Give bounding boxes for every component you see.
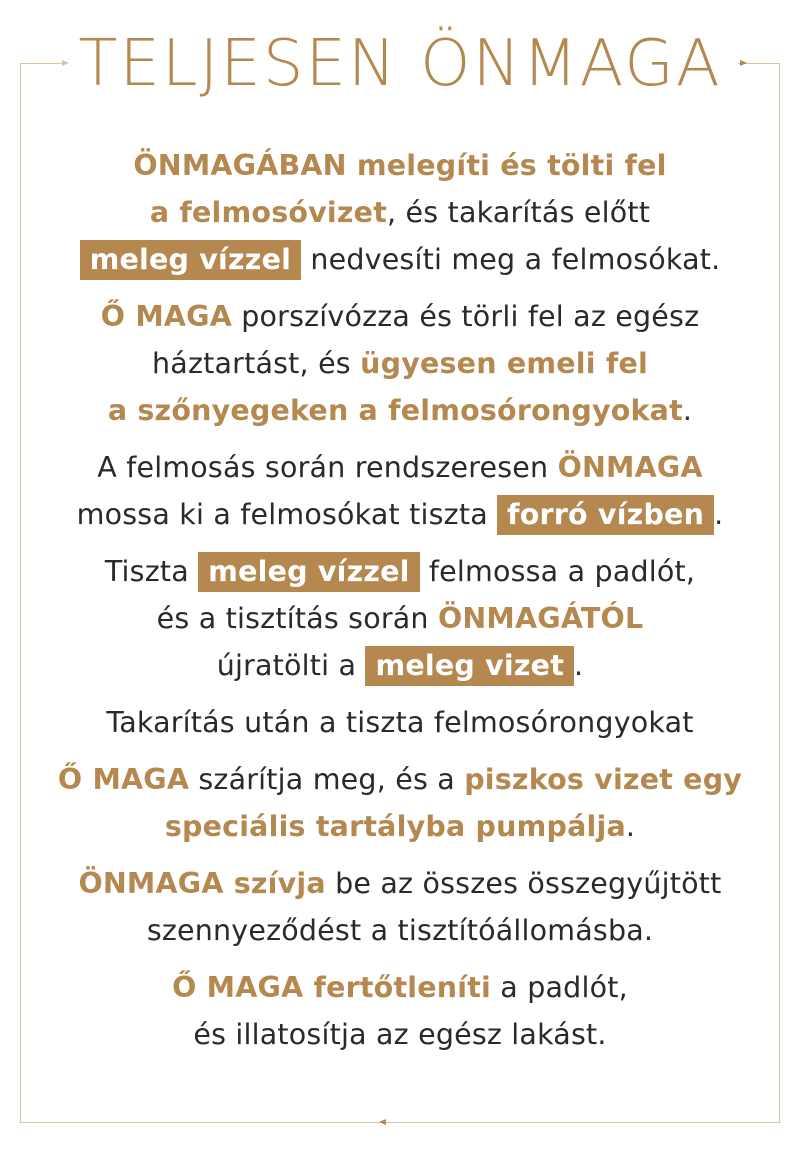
plain-text: nedvesíti meg a felmosókat. (301, 243, 721, 276)
text-line (40, 491, 760, 538)
feature-paragraph (40, 444, 760, 538)
frame-bottom (20, 1122, 780, 1123)
frame-left (20, 63, 21, 1123)
plain-text: szennyeződést a tisztítóállomásba. (146, 914, 654, 947)
plain-text: mossa ki a felmosókat tiszta (76, 498, 498, 531)
text-line (40, 803, 760, 850)
highlight-text: Ő MAGA (57, 763, 190, 796)
text-line (40, 236, 760, 283)
feature-paragraph (40, 860, 760, 954)
feature-paragraph (40, 964, 760, 1058)
highlight-text: ügyesen emeli fel (360, 347, 648, 380)
text-line (40, 699, 760, 746)
page-title: TELJESEN ÖNMAGA (78, 27, 722, 101)
text-line (40, 548, 760, 595)
text-line (40, 756, 760, 803)
plain-text: be az összes összegyűjtött (325, 867, 722, 900)
text-line (40, 642, 760, 689)
text-line (40, 340, 760, 387)
plain-text: háztartást, és (152, 347, 361, 380)
plain-text: . (682, 394, 693, 427)
text-line (40, 142, 760, 189)
text-line (40, 595, 760, 642)
plain-text: és a tisztítás során (156, 602, 438, 635)
plain-text: szárítja meg, és a (189, 763, 465, 796)
feature-paragraph (40, 699, 760, 746)
text-line (40, 444, 760, 491)
highlight-box: meleg vízzel (80, 240, 301, 280)
highlight-text: ÖNMAGA szívja (78, 867, 326, 900)
highlight-text: ÖNMAGÁTÓL (437, 602, 644, 635)
plain-text: Takarítás után a tiszta felmosórongyokat (106, 706, 694, 739)
feature-paragraph (40, 756, 760, 850)
plain-text: újratölti a (216, 649, 366, 682)
feature-paragraph (40, 293, 760, 434)
frame-arrow-bottom-icon (379, 1119, 386, 1125)
plain-text: a padlót, (491, 971, 628, 1004)
feature-paragraph (40, 548, 760, 689)
text-line (40, 189, 760, 236)
highlight-box: meleg vizet (365, 646, 574, 686)
plain-text: és illatosítja az egész lakást. (193, 1018, 607, 1051)
text-line (40, 860, 760, 907)
plain-text: felmossa a padlót, (419, 555, 696, 588)
plain-text: . (714, 498, 724, 531)
highlight-text: speciális tartályba pumpálja (164, 810, 626, 843)
highlight-text: a felmosóvizet (149, 196, 388, 229)
plain-text: , és takarítás előtt (387, 196, 651, 229)
plain-text: Tiszta (104, 555, 199, 588)
highlight-text: ÖNMAGA (557, 451, 703, 484)
highlight-text: Ő MAGA fertőtleníti (172, 971, 492, 1004)
plain-text: porszívózza és törli fel az egész (231, 300, 700, 333)
text-line (40, 387, 760, 434)
frame-right (779, 63, 780, 1123)
text-line (40, 907, 760, 954)
text-line (40, 1011, 760, 1058)
plain-text: A felmosás során rendszeresen (97, 451, 558, 484)
highlight-text: Ő MAGA (100, 300, 232, 333)
highlight-text: piszkos vizet egy (464, 763, 743, 796)
feature-paragraph (40, 142, 760, 283)
feature-list (40, 142, 760, 1058)
text-line (40, 964, 760, 1011)
plain-text: . (574, 649, 584, 682)
plain-text: . (625, 810, 636, 843)
highlight-text: ÖNMAGÁBAN melegíti és tölti fel (133, 149, 667, 182)
text-line (40, 293, 760, 340)
highlight-box: forró vízben (497, 495, 714, 535)
highlight-box: meleg vízzel (198, 552, 419, 592)
highlight-text: a szőnyegeken a felmosórongyokat (107, 394, 683, 427)
